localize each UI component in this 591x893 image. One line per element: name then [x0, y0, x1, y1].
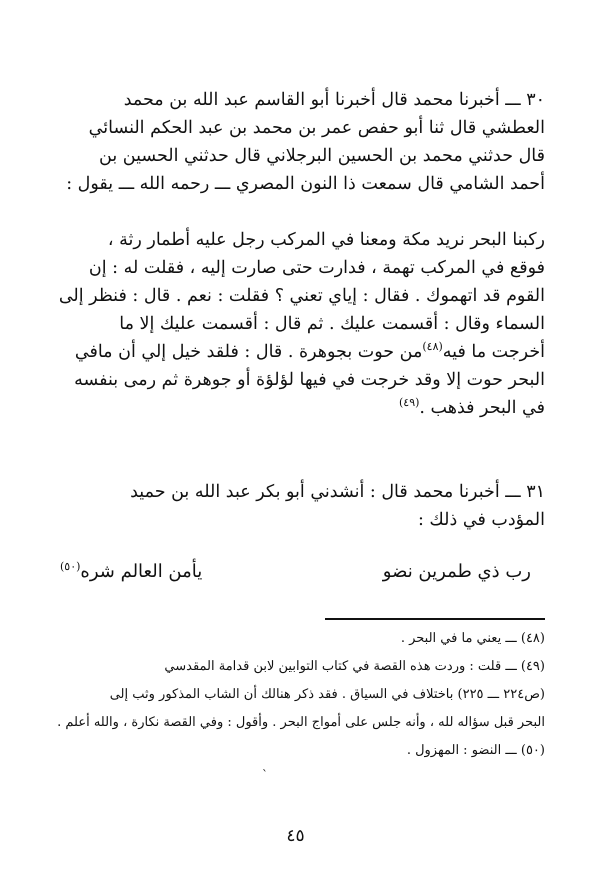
footnote-ref-49: (٤٩): [398, 396, 420, 410]
footnote-separator: [325, 618, 545, 620]
entry-30-line: أحمد الشامي قال سمعت ذا النون المصري ـــ رحمه الله ـــ يقول :: [66, 174, 545, 194]
story-line: [46, 338, 545, 366]
footnote-50: (٥٠) ـــ النضو : المهزول .: [406, 743, 545, 758]
verse-second-hemistich: [60, 558, 202, 586]
stray-mark: ˋ: [262, 768, 268, 782]
story-line-5-end: من حوت بجوهرة . قال : فلقد خيل إلي أن مافي: [74, 342, 423, 362]
footnote-49-line: البحر قبل سؤاله لله ، وأنه جلس على أمواج البحر . وأقول : وفي القصة نكارة ، والله أعلم .: [57, 715, 545, 730]
page-number: ٤٥: [286, 826, 305, 846]
verse-first-hemistich: رب ذي طمرين نضو: [382, 561, 531, 582]
entry-31-paragraph: [46, 478, 545, 534]
story-paragraph: [46, 226, 545, 422]
entry-31-line: المؤدب في ذلك :: [417, 510, 545, 530]
story-line: فوقع في المركب تهمة ، فدارت حتى صارت إليه ، فقلت له : إن: [88, 258, 545, 278]
story-line: البحر حوت إلا وقد خرجت في فيها لؤلؤة أو جوهرة ثم رمى بنفسه: [74, 370, 545, 390]
footnote-49-line: (٤٩) ـــ قلت : وردت هذه القصة في كتاب التوابين لابن قدامة المقدسي: [164, 659, 545, 674]
entry-30-paragraph: [46, 86, 545, 198]
story-line: القوم قد اتهموك . فقال : إياي تعني ؟ فقلت : نعم . قال : فنظر إلى: [58, 286, 545, 306]
story-line-7: في البحر فذهب .: [419, 398, 545, 418]
entry-30-line: العطشي قال ثنا أبو حفص عمر بن محمد بن عبد الحكم النسائي: [88, 118, 545, 138]
entry-30-line: قال حدثني محمد بن الحسين البرجلاني قال حدثني الحسين بن: [99, 146, 545, 166]
footnote-ref-50: (٥٠): [60, 560, 81, 573]
footnote-48: (٤٨) ـــ يعني ما في البحر .: [400, 631, 545, 646]
verse-second-text: يأمن العالم شره: [80, 561, 203, 582]
story-line: [46, 394, 545, 422]
story-line-5-start: أخرجت ما فيه: [442, 342, 545, 362]
footnote-ref-48: (٤٨): [422, 340, 443, 354]
entry-30-line: ٣٠ ـــ أخبرنا محمد قال أخبرنا أبو القاسم عبد الله بن محمد: [123, 90, 545, 110]
footnote-49-line: (ص٢٢٤ ـــ ٢٢٥) باختلاف في السياق . فقد ذكر هنالك أن الشاب المذكور وثب إلى: [109, 687, 545, 702]
story-line: ركبنا البحر نريد مكة ومعنا في المركب رجل عليه أطمار رثة ،: [107, 230, 545, 250]
poetry-verse: [60, 558, 531, 586]
footnotes: [46, 625, 545, 765]
story-line: السماء وقال : أقسمت عليك . ثم قال : أقسمت عليك إلا ما: [119, 314, 545, 334]
entry-31-line: ٣١ ـــ أخبرنا محمد قال : أنشدني أبو بكر عبد الله بن حميد: [130, 482, 545, 502]
